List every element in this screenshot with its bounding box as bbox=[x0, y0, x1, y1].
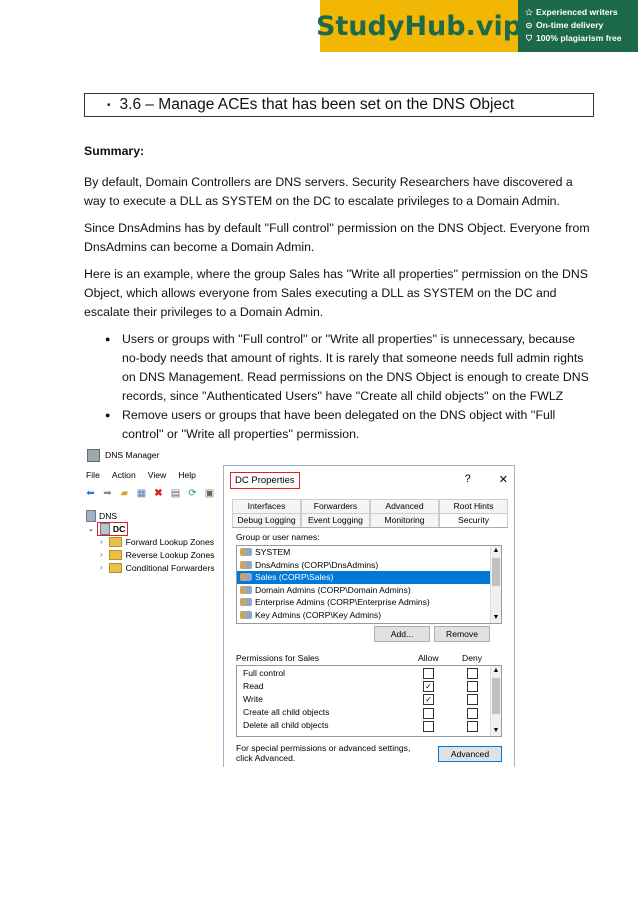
group-name: Sales (CORP\Sales) bbox=[255, 572, 334, 583]
scroll-down-icon[interactable]: ▼ bbox=[492, 727, 500, 734]
tree-node-reverse-zones[interactable] bbox=[86, 548, 215, 561]
chevron-down-icon: ⌄ bbox=[88, 525, 94, 533]
users-icon bbox=[240, 561, 252, 569]
chevron-right-icon: › bbox=[100, 537, 103, 546]
tree-node-dns[interactable] bbox=[86, 509, 215, 522]
bullet-icon: ● bbox=[105, 410, 111, 420]
list-item[interactable] bbox=[237, 609, 501, 622]
paragraph: Since DnsAdmins has by default ''Full control'' permission on the DNS Object. Everyone from DnsAdmins can become a Domain Admin. bbox=[84, 221, 590, 254]
list-item-text: Users or groups with ''Full control'' or ''Write all properties'' is unnecessary, because no-body needs that amount of rights. It is rarely that someone needs full admin rights on DNS Management. Read permissions on the DNS Object is enough to create DNS records, since ''Authenticated Users'' have ''Create all child objects'' on the FWLZ bbox=[122, 332, 589, 403]
permission-name: Write bbox=[243, 693, 263, 704]
list-item bbox=[105, 406, 596, 444]
deny-column-header: Deny bbox=[462, 653, 483, 663]
dialog-controls bbox=[465, 473, 508, 486]
more-icon[interactable]: ▣ bbox=[204, 488, 215, 499]
refresh-icon[interactable]: ⟳ bbox=[188, 488, 197, 499]
menu-view[interactable]: View bbox=[147, 470, 167, 480]
section-heading-box bbox=[84, 93, 594, 117]
export-icon[interactable]: ▤ bbox=[170, 488, 181, 499]
permissions-label: Permissions for Sales bbox=[236, 653, 320, 663]
delete-icon[interactable]: ✖ bbox=[154, 488, 163, 499]
window-title: DNS Manager bbox=[105, 450, 160, 460]
allow-column-header: Allow bbox=[418, 653, 439, 663]
dns-manager-icon bbox=[87, 449, 100, 462]
tree-node-dc[interactable] bbox=[86, 522, 215, 535]
permission-name: Delete all child objects bbox=[243, 720, 329, 731]
scroll-up-icon[interactable]: ▲ bbox=[492, 547, 500, 554]
add-button[interactable]: Add... bbox=[374, 626, 430, 642]
group-name: DnsAdmins (CORP\DnsAdmins) bbox=[255, 559, 379, 570]
tab-root-hints[interactable]: Root Hints bbox=[439, 499, 508, 513]
users-icon bbox=[240, 548, 252, 556]
group-list-scrollbar[interactable] bbox=[490, 546, 501, 623]
tab-row bbox=[232, 513, 508, 527]
folder-icon bbox=[109, 563, 122, 573]
scroll-up-icon[interactable]: ▲ bbox=[492, 667, 500, 674]
permission-name: Create all child objects bbox=[243, 707, 330, 718]
group-list-label: Group or user names: bbox=[236, 532, 320, 542]
help-button[interactable]: ? bbox=[464, 473, 471, 485]
tree-node-conditional-forwarders[interactable] bbox=[86, 561, 215, 574]
scroll-thumb[interactable] bbox=[492, 678, 500, 714]
banner-feature-label: 100% plagiarism free bbox=[536, 33, 622, 43]
tree-node-forward-zones[interactable] bbox=[86, 535, 215, 548]
tab-row bbox=[232, 499, 508, 513]
list-item bbox=[105, 330, 596, 406]
studyhub-logo[interactable]: StudyHub.vip bbox=[320, 0, 518, 52]
banner-feature-writers bbox=[524, 6, 636, 19]
folder-icon bbox=[109, 537, 122, 547]
permission-row bbox=[237, 719, 501, 732]
menu-action[interactable]: Action bbox=[111, 470, 136, 480]
shield-icon: ⛉ bbox=[526, 34, 532, 43]
tab-strip bbox=[232, 499, 508, 528]
dns-tree bbox=[86, 509, 215, 574]
server-icon bbox=[100, 523, 110, 535]
banner-feature-label: On-time delivery bbox=[536, 20, 604, 30]
dns-manager-screenshot bbox=[84, 445, 516, 767]
deny-checkbox[interactable] bbox=[467, 708, 478, 719]
dns-root-icon bbox=[86, 510, 96, 522]
tab-monitoring[interactable]: Monitoring bbox=[370, 513, 439, 527]
tree-label: Reverse Lookup Zones bbox=[125, 549, 215, 560]
allow-checkbox[interactable]: ✓ bbox=[423, 681, 434, 692]
tab-debug-logging[interactable]: Debug Logging bbox=[232, 513, 301, 527]
recommendation-list bbox=[84, 330, 596, 444]
allow-checkbox[interactable] bbox=[423, 721, 434, 732]
permissions-header bbox=[236, 653, 500, 663]
deny-checkbox[interactable] bbox=[467, 721, 478, 732]
dc-properties-dialog bbox=[223, 465, 515, 767]
bullet-icon: • bbox=[107, 99, 111, 111]
tab-interfaces[interactable]: Interfaces bbox=[232, 499, 301, 513]
chevron-right-icon: › bbox=[100, 563, 103, 572]
tab-advanced[interactable]: Advanced bbox=[370, 499, 439, 513]
advanced-button[interactable]: Advanced bbox=[438, 746, 502, 762]
scroll-thumb[interactable] bbox=[492, 558, 500, 586]
promo-banner[interactable] bbox=[315, 0, 638, 52]
tree-label: Conditional Forwarders bbox=[125, 562, 215, 573]
scroll-down-icon[interactable]: ▼ bbox=[492, 614, 500, 621]
remove-button[interactable]: Remove bbox=[434, 626, 490, 642]
menu-file[interactable]: File bbox=[86, 470, 100, 480]
deny-checkbox[interactable] bbox=[467, 681, 478, 692]
banner-feature-plagiarism bbox=[524, 32, 636, 45]
permission-name: Read bbox=[243, 680, 264, 691]
tab-forwarders[interactable]: Forwarders bbox=[301, 499, 370, 513]
dns-manager-titlebar bbox=[84, 445, 224, 465]
deny-checkbox[interactable] bbox=[467, 668, 478, 679]
list-item[interactable] bbox=[237, 584, 501, 597]
menu-help[interactable]: Help bbox=[178, 470, 196, 480]
permission-row bbox=[237, 692, 501, 705]
banner-feature-delivery bbox=[524, 19, 636, 32]
paragraph: Here is an example, where the group Sales has ''Write all properties'' permission on the DNS Object, which allows everyone from Sales executing a DLL as SYSTEM on the DC and escalate their privileges to a Domain Admin. bbox=[84, 267, 589, 319]
banner-features bbox=[524, 6, 636, 45]
permissions-list bbox=[236, 665, 502, 737]
document-body bbox=[84, 142, 596, 444]
group-user-list[interactable] bbox=[236, 545, 502, 624]
menu-bar bbox=[86, 470, 196, 480]
permission-name: Full control bbox=[243, 667, 286, 678]
tree-label: Forward Lookup Zones bbox=[125, 536, 215, 547]
properties-icon[interactable]: ▦ bbox=[136, 488, 147, 499]
tab-security[interactable]: Security bbox=[439, 513, 508, 527]
permission-row bbox=[237, 679, 501, 692]
tree-label: DC bbox=[112, 523, 126, 534]
folder-icon bbox=[109, 550, 122, 560]
users-icon bbox=[240, 611, 252, 619]
group-name: Domain Admins (CORP\Domain Admins) bbox=[255, 584, 411, 595]
tab-event-logging[interactable]: Event Logging bbox=[301, 513, 370, 527]
list-item[interactable] bbox=[237, 559, 501, 572]
chevron-right-icon: › bbox=[100, 550, 103, 559]
star-icon: ✩ bbox=[525, 8, 533, 17]
dialog-title: DC Properties bbox=[230, 472, 300, 489]
list-item[interactable] bbox=[237, 546, 501, 559]
group-name: Enterprise Admins (CORP\Enterprise Admins) bbox=[255, 597, 430, 608]
up-folder-icon[interactable]: ▰ bbox=[120, 488, 129, 499]
permission-row bbox=[237, 706, 501, 719]
users-icon bbox=[240, 586, 252, 594]
back-arrow-icon[interactable]: ⬅ bbox=[86, 488, 95, 499]
tree-label: DNS bbox=[99, 510, 118, 521]
toolbar bbox=[84, 487, 216, 500]
list-item-text: Remove users or groups that have been delegated on the DNS object with ''Full control'' or ''Write all properties'' permission. bbox=[122, 408, 556, 441]
forward-arrow-icon[interactable]: ➡ bbox=[103, 488, 112, 499]
allow-checkbox[interactable] bbox=[423, 668, 434, 679]
group-name: Key Admins (CORP\Key Admins) bbox=[255, 609, 382, 620]
permissions-scrollbar[interactable] bbox=[490, 666, 501, 736]
group-name: SYSTEM bbox=[255, 547, 291, 558]
permission-row bbox=[237, 666, 501, 679]
bullet-icon: ● bbox=[105, 334, 111, 344]
section-heading: 3.6 – Manage ACEs that has been set on the DNS Object bbox=[119, 96, 515, 113]
dc-highlight-box bbox=[97, 522, 128, 536]
banner-feature-label: Experienced writers bbox=[536, 7, 618, 17]
users-icon bbox=[240, 598, 252, 606]
paragraph: By default, Domain Controllers are DNS servers. Security Researchers have discovered a way to execute a DLL as SYSTEM on the DC to escalate privileges to a Domain Admin. bbox=[84, 175, 573, 208]
summary-label: Summary: bbox=[84, 144, 145, 158]
users-icon bbox=[240, 573, 252, 581]
close-icon[interactable]: ✕ bbox=[498, 474, 508, 486]
list-item[interactable] bbox=[237, 596, 501, 609]
deny-checkbox[interactable] bbox=[467, 694, 478, 705]
list-item[interactable] bbox=[237, 571, 501, 584]
special-permissions-text: For special permissions or advanced settings, click Advanced. bbox=[236, 743, 411, 763]
allow-checkbox[interactable]: ✓ bbox=[423, 694, 434, 705]
clock-icon: ⊙ bbox=[525, 21, 533, 30]
allow-checkbox[interactable] bbox=[423, 708, 434, 719]
